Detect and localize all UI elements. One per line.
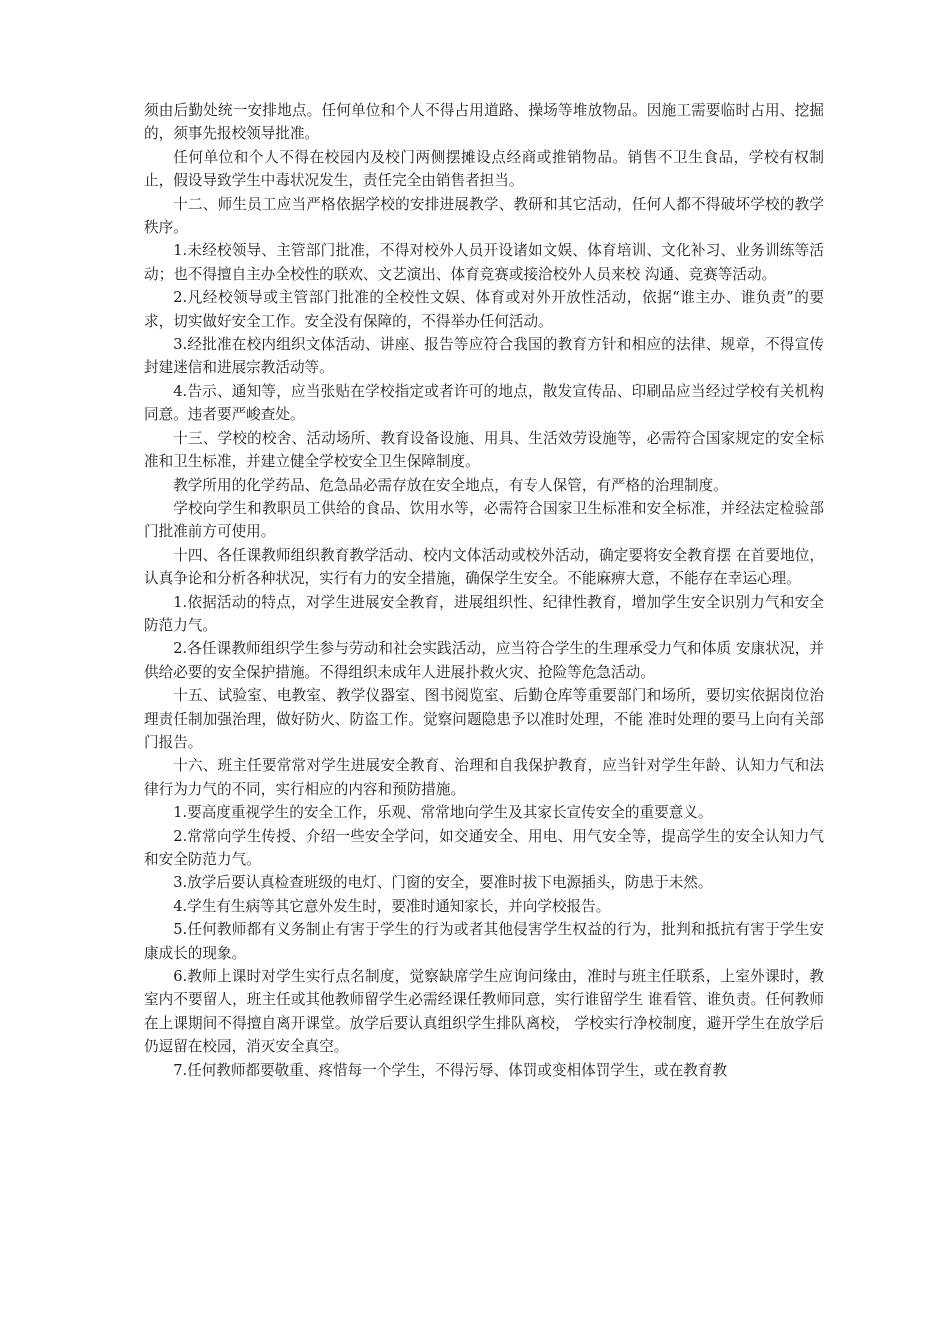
- section-heading-14: 十四、各任课教师组织教育教学活动、校内文体活动或校外活动，确定要将安全教育摆 在首要地位，认真争论和分析各种状况，实行有力的安全措施，确保学生安全。不能麻痹大意，不能存在幸运心理。: [144, 546, 824, 588]
- paragraph-16-item-2: 2.常常向学生传授、介绍一些安全学问，如交通安全、用电、用气安全等，提高学生的安全认知力气和安全防范力气。: [144, 827, 824, 868]
- paragraph-14-item-1: 1.依据活动的特点，对学生进展安全教育，进展组织性、纪律性教育，增加学生安全识别力气和安全防范力气。: [144, 593, 824, 634]
- paragraph-12-item-3: 3.经批准在校内组织文体活动、讲座、报告等应符合我国的教育方针和相应的法律、规章，不得宣传封建迷信和进展宗教活动等。: [144, 336, 824, 377]
- paragraph-13-food-water: 学校向学生和教职员工供给的食品、饮用水等，必需符合国家卫生标准和安全标准，并经法定检验部门批准前方可使用。: [144, 499, 824, 541]
- paragraph-12-item-1: 1.未经校领导、主管部门批准，不得对校外人员开设诸如文娱、体育培训、文化补习、业务训练等活动；也不得擅自主办全校性的联欢、文艺演出、体育竞赛或接洽校外人员来校 沟通、竞赛等活动。: [144, 242, 824, 283]
- paragraph-12-item-2: 2.凡经校领导或主管部门批准的全校性文娱、体育或对外开放性活动，依据“谁主办、谁负责”的要求，切实做好安全工作。安全没有保障的，不得举办任何活动。: [144, 289, 824, 330]
- paragraph-16-item-3: 3.放学后要认真检查班级的电灯、门窗的安全，要准时拔下电源插头，防患于未然。: [173, 874, 713, 892]
- paragraph-16-item-7: 7.任何教师都要敬重、疼惜每一个学生，不得污辱、体罚或变相体罚学生，或在教育教: [173, 1061, 728, 1079]
- paragraph-2: 任何单位和个人不得在校园内及校门两侧摆摊设点经商或推销物品。销售不卫生食品，学校有权制止，假设导致学生中毒状况发生，责任完全由销售者担当。: [144, 148, 824, 190]
- paragraph-14-item-2: 2.各任课教师组织学生参与劳动和社会实践活动，应当符合学生的生理承受力气和体质 安康状况，并供给必要的安全保护措施。不得组织未成年人进展扑救火灾、抢险等危急活动。: [144, 640, 824, 681]
- section-heading-16: 十六、班主任要常常对学生进展安全教育、治理和自我保护教育，应当针对学生年龄、认知力气和法律行为力气的不同，实行相应的内容和预防措施。: [144, 757, 824, 798]
- paragraph-16-item-1: 1.要高度重视学生的安全工作，乐观、常常地向学生及其家长宣传安全的重要意义。: [173, 804, 713, 822]
- section-heading-15: 十五、试验室、电教室、教学仪器室、图书阅览室、后勤仓库等重要部门和场所，要切实依据岗位治理责任制加强治理，做好防火、防盗工作。觉察问题隐患予以准时处理，不能 准时处理的要马上向有关部门报告。: [144, 687, 824, 751]
- paragraph-1: 须由后勤处统一安排地点。任何单位和个人不得占用道路、操场等堆放物品。因施工需要临时占用、挖掘的，须事先报校领导批准。: [144, 102, 824, 143]
- paragraph-16-item-5: 5.任何教师都有义务制止有害于学生的行为或者其他侵害学生权益的行为，批判和抵抗有害于学生安康成长的现象。: [144, 921, 824, 962]
- document-body: [144, 99, 824, 1082]
- paragraph-12-item-4: 4.告示、通知等，应当张贴在学校指定或者许可的地点，散发宣传品、印刷品应当经过学校有关机构同意。违者要严峻查处。: [144, 382, 824, 424]
- section-heading-13: 十三、学校的校舍、活动场所、教育设备设施、用具、生活效劳设施等，必需符合国家规定的安全标准和卫生标准，并建立健全学校安全卫生保障制度。: [144, 429, 824, 471]
- paragraph-13-chemicals: 教学所用的化学药品、危急品必需存放在安全地点，有专人保管，有严格的治理制度。: [173, 476, 728, 494]
- paragraph-16-item-4: 4.学生有生病等其它意外发生时，要准时通知家长，并向学校报告。: [173, 897, 611, 915]
- section-heading-12: 十二、师生员工应当严格依据学校的安排进展教学、教研和其它活动，任何人都不得破坏学校的教学秩序。: [144, 195, 824, 237]
- paragraph-16-item-6: 6.教师上课时对学生实行点名制度，觉察缺席学生应询问缘由，准时与班主任联系，上室外课时，教室内不要留人，班主任或其他教师留学生必需经课任教师同意，实行谁留学生 谁看管、谁负责。任何教师在上课期间不得擅自离开课堂。放学后要认真组织学生排队离校， 学校实行净校制度，避开学生在放学后仍逗留在校园，消灭安全真空。: [144, 968, 824, 1056]
